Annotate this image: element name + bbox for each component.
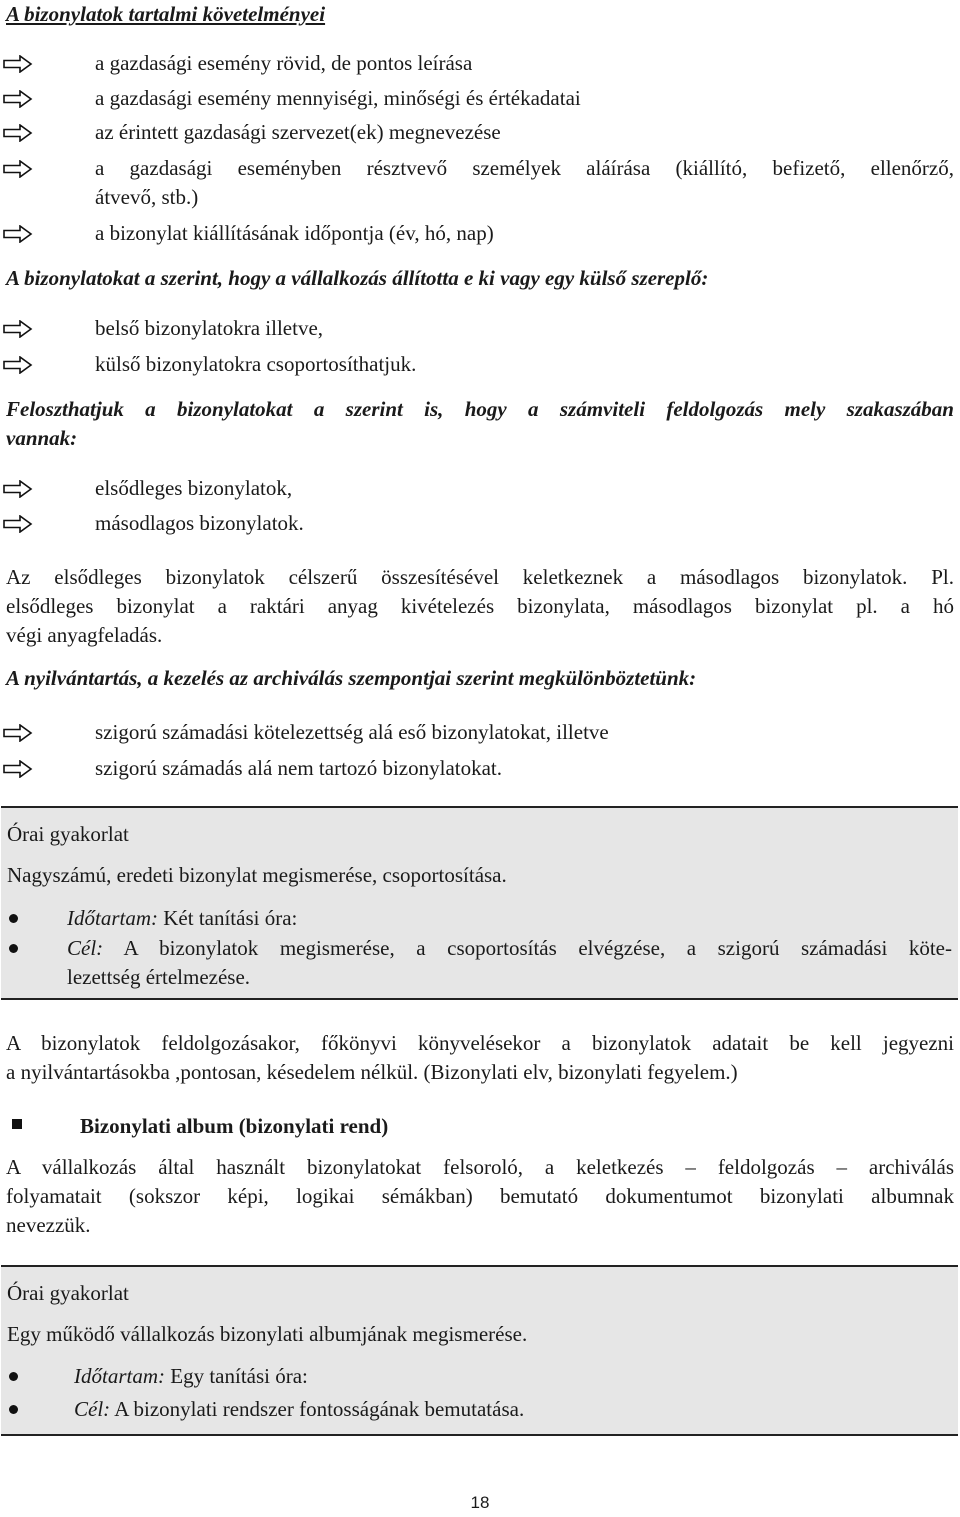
list-item-text: átvevő, stb.)	[95, 185, 199, 209]
paragraph-line: A vállalkozás által használt bizonylatokat felsoroló, a keletkezés – feldolgozás – archiválás	[6, 1155, 954, 1179]
duration-value: Két tanítási óra:	[158, 906, 298, 930]
page-number: 18	[470, 1493, 490, 1512]
heading-stage: Feloszthatjuk a bizonylatokat a szerint is, hogy a számviteli feldolgozás mely szakaszában	[6, 397, 954, 421]
list-item-text: belső bizonylatokra illetve,	[95, 316, 324, 340]
paragraph-line: a nyilvántartásokba ,pontosan, késedelem nélkül. (Bizonylati elv, bizonylati fegyelem.)	[6, 1060, 738, 1084]
list-item-text: a gazdasági esemény rövid, de pontos leírása	[95, 51, 473, 75]
heading-records: A nyilvántartás, a kezelés az archiválás szempontjai szerint megkülönböztetünk:	[6, 666, 697, 690]
list-item-text: a gazdasági eseményben résztvevő személyek aláírása (kiállító, befizető, ellenőrző,	[95, 156, 954, 180]
list-item-text: szigorú számadási kötelezettség alá eső bizonylatokat, illetve	[95, 720, 609, 744]
bullet-icon	[9, 1405, 18, 1414]
hollow-right-arrow-icon	[3, 724, 33, 742]
list-item-text: a bizonylat kiállításának időpontja (év, hó, nap)	[95, 221, 494, 245]
list-item-text: külső bizonylatokra csoportosíthatjuk.	[95, 352, 417, 376]
hollow-right-arrow-icon	[3, 480, 33, 498]
goal-value: A bizonylati rendszer fontosságának bemutatása.	[110, 1397, 525, 1421]
goal-label: Cél:	[74, 1397, 111, 1421]
duration-label: Időtartam:	[67, 906, 158, 930]
paragraph-line: folyamatait (sokszor képi, logikai sémákban) bemutató dokumentumot bizonylati albumnak	[6, 1184, 954, 1208]
bullet-icon	[9, 1372, 18, 1381]
hollow-right-arrow-icon	[3, 124, 33, 142]
exercise-box	[1, 806, 958, 1000]
paragraph-line: Az elsődleges bizonylatok célszerű összesítésével keletkeznek a másodlagos bizonylatok. Pl.	[6, 565, 954, 589]
heading-external: A bizonylatokat a szerint, hogy a vállalkozás állította e ki vagy egy külső szereplő:	[6, 266, 709, 290]
goal-line	[67, 934, 952, 963]
hollow-right-arrow-icon	[3, 760, 33, 778]
duration-line	[67, 904, 297, 933]
box-title: Órai gyakorlat	[7, 822, 129, 846]
goal-continuation: lezettség értelmezése.	[67, 965, 251, 989]
section-title: A bizonylatok tartalmi követelményei	[6, 2, 326, 26]
bullet-icon	[9, 944, 18, 953]
goal-label: Cél:	[67, 936, 104, 960]
duration-value: Egy tanítási óra:	[165, 1364, 308, 1388]
processing-paragraph	[6, 1029, 954, 1087]
album-heading: Bizonylati album (bizonylati rend)	[80, 1114, 389, 1138]
hollow-right-arrow-icon	[3, 55, 33, 73]
bullet-icon	[9, 914, 18, 923]
hollow-right-arrow-icon	[3, 225, 33, 243]
duration-label: Időtartam:	[74, 1364, 165, 1388]
paragraph-line: A bizonylatok feldolgozásakor, főkönyvi könyvelésekor a bizonylatok adatait be kell jegyezni	[6, 1031, 954, 1055]
paragraph-line: nevezzük.	[6, 1213, 91, 1237]
box-title: Órai gyakorlat	[7, 1281, 129, 1305]
box-text: Egy működő vállalkozás bizonylati albumjának megismerése.	[7, 1322, 528, 1346]
list-item-text: a gazdasági esemény mennyiségi, minőségi és értékadatai	[95, 86, 581, 110]
heading-stage-continuation: vannak:	[6, 426, 78, 450]
list-item-text: szigorú számadás alá nem tartozó bizonylatokat.	[95, 756, 503, 780]
square-bullet-icon	[12, 1119, 22, 1129]
goal-line	[74, 1395, 524, 1424]
hollow-right-arrow-icon	[3, 320, 33, 338]
list-item-text: az érintett gazdasági szervezet(ek) megnevezése	[95, 120, 501, 144]
box-text: Nagyszámú, eredeti bizonylat megismerése, csoportosítása.	[7, 863, 507, 887]
hollow-right-arrow-icon	[3, 515, 33, 533]
exercise-box	[1, 1265, 958, 1436]
list-item-text: elsődleges bizonylatok,	[95, 476, 293, 500]
hollow-right-arrow-icon	[3, 356, 33, 374]
stage-paragraph	[6, 563, 954, 650]
list-item-text: másodlagos bizonylatok.	[95, 511, 304, 535]
paragraph-line: elsődleges bizonylat a raktári anyag kivételezés bizonylata, másodlagos bizonylat pl. a hó	[6, 594, 954, 618]
hollow-right-arrow-icon	[3, 90, 33, 108]
album-paragraph	[6, 1153, 954, 1240]
hollow-right-arrow-icon	[3, 160, 33, 178]
goal-value: A bizonylatok megismerése, a csoportosítás elvégzése, a szigorú számadási köte-	[103, 936, 952, 960]
paragraph-line: végi anyagfeladás.	[6, 623, 163, 647]
duration-line	[74, 1362, 308, 1391]
